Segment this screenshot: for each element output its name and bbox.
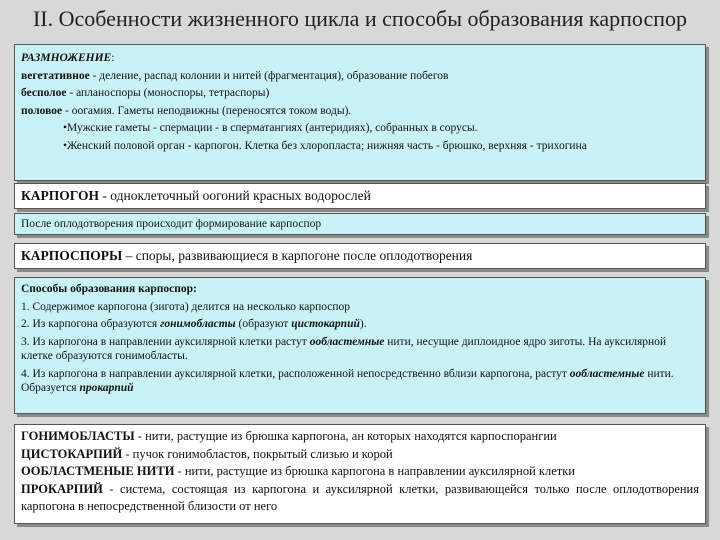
- carpospores-box: [14, 243, 706, 269]
- carpogon-box: [14, 183, 706, 209]
- carpospores-definition: КАРПОСПОРЫ – споры, развивающиеся в карпогоне после оплодотворения: [21, 248, 473, 263]
- carpogon-definition: КАРПОГОН - одноклеточный оогоний красных водорослей: [21, 188, 371, 203]
- reproduction-box: [14, 44, 706, 181]
- method-4: 4. Из карпогона в направлении ауксилярной клетки, расположенной непосредственно вблизи карпогона, растут ообластемные нити. Образуется прокарпий: [21, 367, 674, 394]
- reproduction-heading: РАЗМНОЖЕНИЕ:: [21, 52, 115, 64]
- glossary-box: [14, 424, 706, 524]
- fertilization-text: После оплодотворения происходит формирование карпоспор: [21, 218, 322, 230]
- page-title: II. Особенности жизненного цикла и способы образования карпоспор: [32, 6, 688, 31]
- methods-heading: Способы образования карпоспор:: [21, 283, 197, 295]
- method-3: 3. Из карпогона в направлении ауксилярной клетки растут ообластемные нити, несущие диплоидное ядро зиготы. На ауксилярной клетке образуются гонимобласты.: [21, 335, 667, 362]
- glossary-cystocarp: ЦИСТОКАРПИЙ - пучок гонимобластов, покрытый слизью и корой: [21, 446, 393, 461]
- asexual-line: бесполое - апланоспоры (моноспоры, тетраспоры): [21, 87, 270, 99]
- method-1: 1. Содержимое карпогона (зигота) делится на несколько карпоспор: [21, 300, 351, 313]
- glossary-procarp: ПРОКАРПИЙ - система, состоящая из карпогона и ауксилярной клетки, развивающейся только после оплодотворения карпогона в непосредственной близости от него: [21, 481, 699, 513]
- methods-box: [14, 277, 706, 414]
- fertilization-box: [14, 213, 706, 235]
- method-2: 2. Из карпогона образуются гонимобласты (образуют цистокарпий).: [21, 318, 367, 330]
- glossary-filaments: ООБЛАСТМЕНЫЕ НИТИ - нити, растущие из брюшка карпогона в направлении ауксилярной клетки: [21, 464, 575, 478]
- sexual-line: половое - оогамия. Гаметы неподвижны (переносятся током воды).: [21, 104, 352, 117]
- female-organ-bullet: •Женский половой орган - карпогон. Клетка без хлоропласта; нижняя часть - брюшко, верхняя - трихогина: [63, 139, 587, 152]
- vegetative-line: вегетативное - деление, распад колонии и нитей (фрагментация), образование побегов: [21, 69, 449, 82]
- glossary-gonimoblasts: ГОНИМОБЛАСТЫ - нити, растущие из брюшка карпогона, ан которых находятся карпоспорангии: [21, 429, 557, 443]
- male-gametes-bullet: •Мужские гаметы - спермации - в сперматангиях (антеридиях), собранных в сорусы.: [63, 122, 478, 134]
